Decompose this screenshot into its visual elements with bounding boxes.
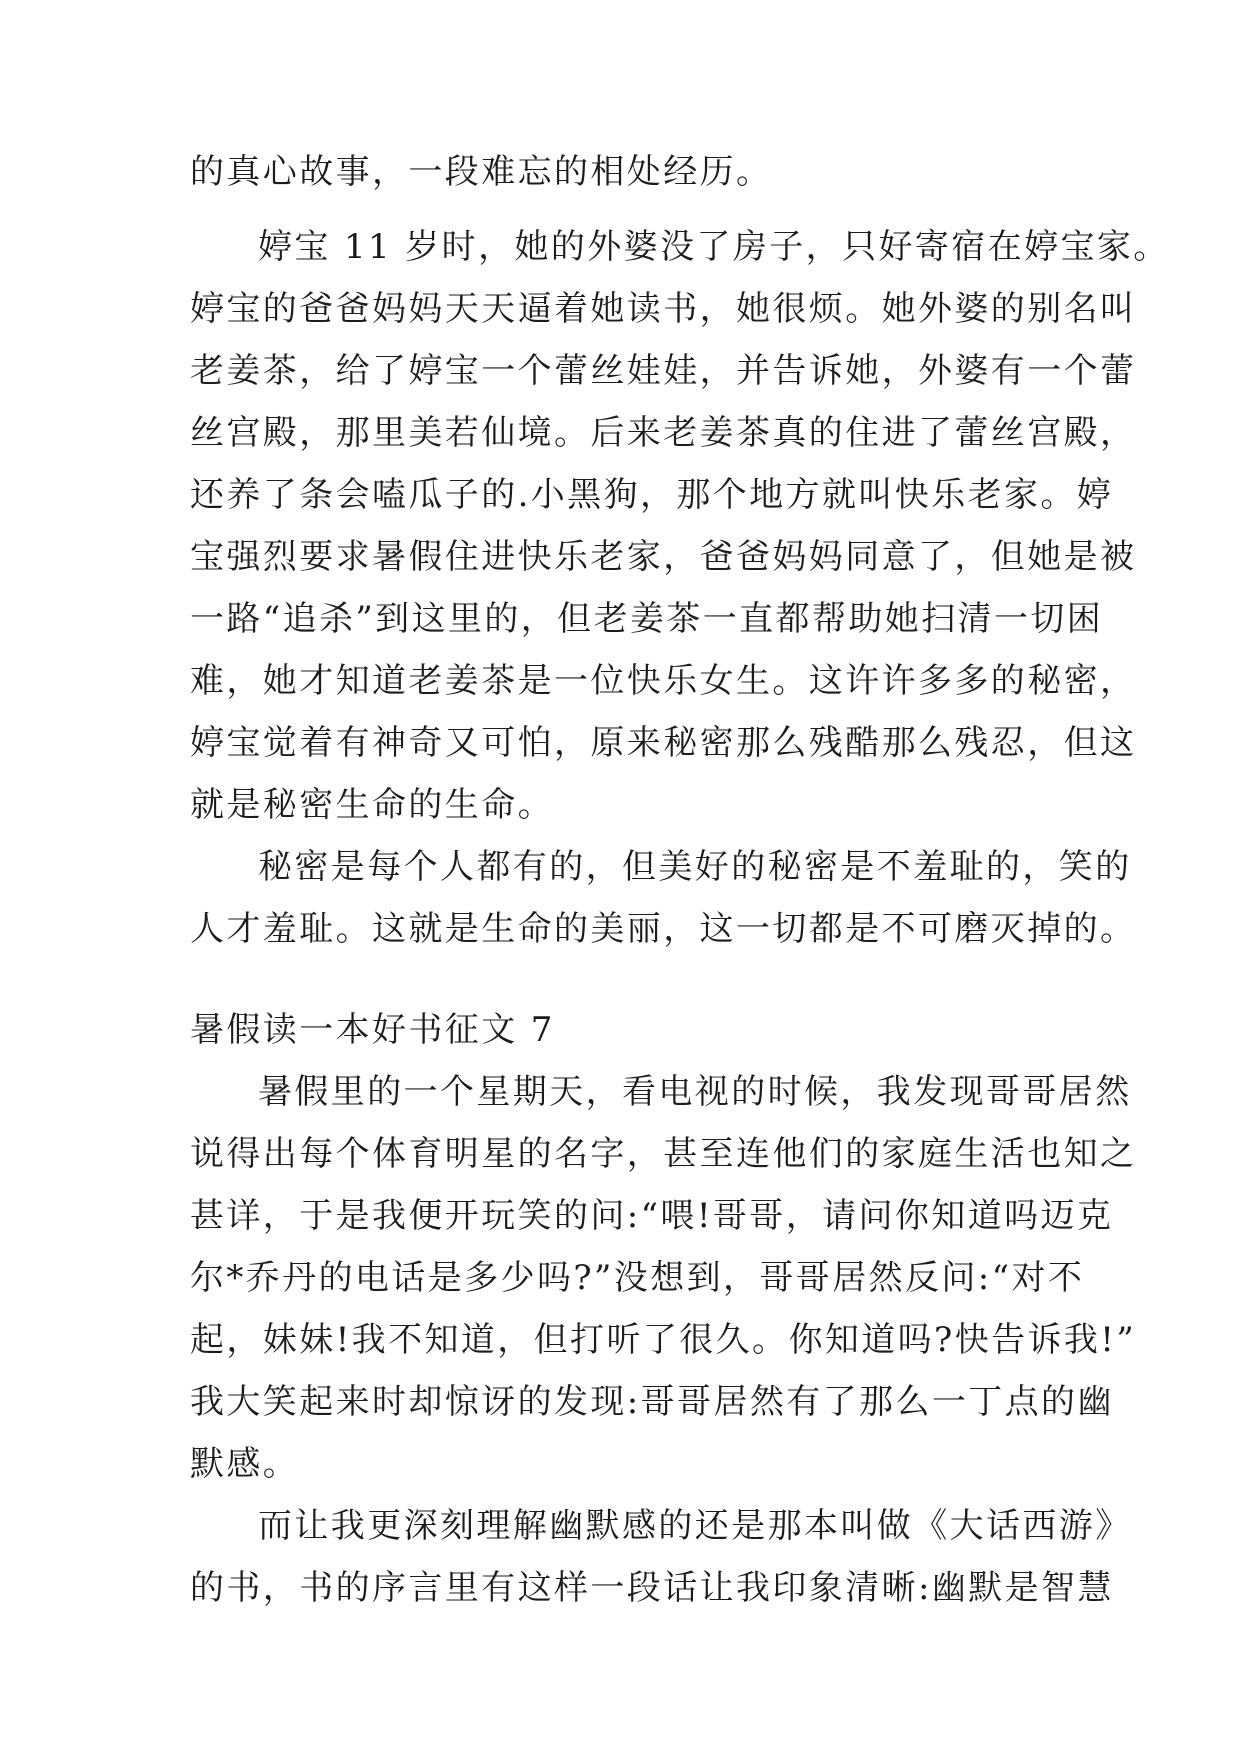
text-line: 人才羞耻。这就是生命的美丽，这一切都是不可磨灭掉的。 [190, 909, 1137, 949]
text-line: 还养了条会嗑瓜子的.小黑狗，那个地方就叫快乐老家。婷 [190, 475, 1114, 515]
paragraph-first-line: 而让我更深刻理解幽默感的还是那本叫做《大话西游》 [258, 1506, 1132, 1546]
paragraph-first-line: 秘密是每个人都有的，但美好的秘密是不羞耻的，笑的 [258, 847, 1132, 887]
text-line: 我大笑起来时却惊讶的发现:哥哥居然有了那么一丁点的幽 [190, 1382, 1114, 1422]
text-line: 尔*乔丹的电话是多少吗?”没想到，哥哥居然反问:“对不 [190, 1258, 1085, 1298]
text-line: 默感。 [190, 1444, 300, 1484]
text-line: 起，妹妹!我不知道，但打听了很久。你知道吗?快告诉我!” [190, 1320, 1137, 1360]
text-line: 的书，书的序言里有这样一段话让我印象清晰:幽默是智慧 [190, 1568, 1114, 1608]
text-line: 一路“追杀”到这里的，但老姜茶一直都帮助她扫清一切困 [190, 599, 1104, 639]
text-line: 就是秘密生命的生命。 [190, 785, 554, 825]
text-line: 宝强烈要求暑假住进快乐老家，爸爸妈妈同意了，但她是被 [190, 537, 1137, 577]
text-line: 丝宫殿，那里美若仙境。后来老姜茶真的住进了蕾丝宫殿， [190, 413, 1137, 453]
paragraph-first-line: 暑假里的一个星期天，看电视的时候，我发现哥哥居然 [258, 1072, 1132, 1112]
text-line: 婷宝的爸爸妈妈天天逼着她读书，她很烦。她外婆的别名叫 [190, 289, 1137, 329]
text-line: 婷宝觉着有神奇又可怕，原来秘密那么残酷那么残忍，但这 [190, 723, 1137, 763]
text-line: 难，她才知道老姜茶是一位快乐女生。这许许多多的秘密， [190, 661, 1137, 701]
text-line: 的真心故事，一段难忘的相处经历。 [190, 152, 773, 192]
section-heading: 暑假读一本好书征文 7 [190, 1010, 555, 1050]
text-line: 说得出每个体育明星的名字，甚至连他们的家庭生活也知之 [190, 1134, 1137, 1174]
text-line: 老姜茶，给了婷宝一个蕾丝娃娃，并告诉她，外婆有一个蕾 [190, 351, 1137, 391]
paragraph-first-line: 婷宝 11 岁时，她的外婆没了房子，只好寄宿在婷宝家。 [258, 227, 1170, 267]
text-line: 甚详，于是我便开玩笑的问:“喂!哥哥，请问你知道吗迈克 [190, 1196, 1114, 1236]
